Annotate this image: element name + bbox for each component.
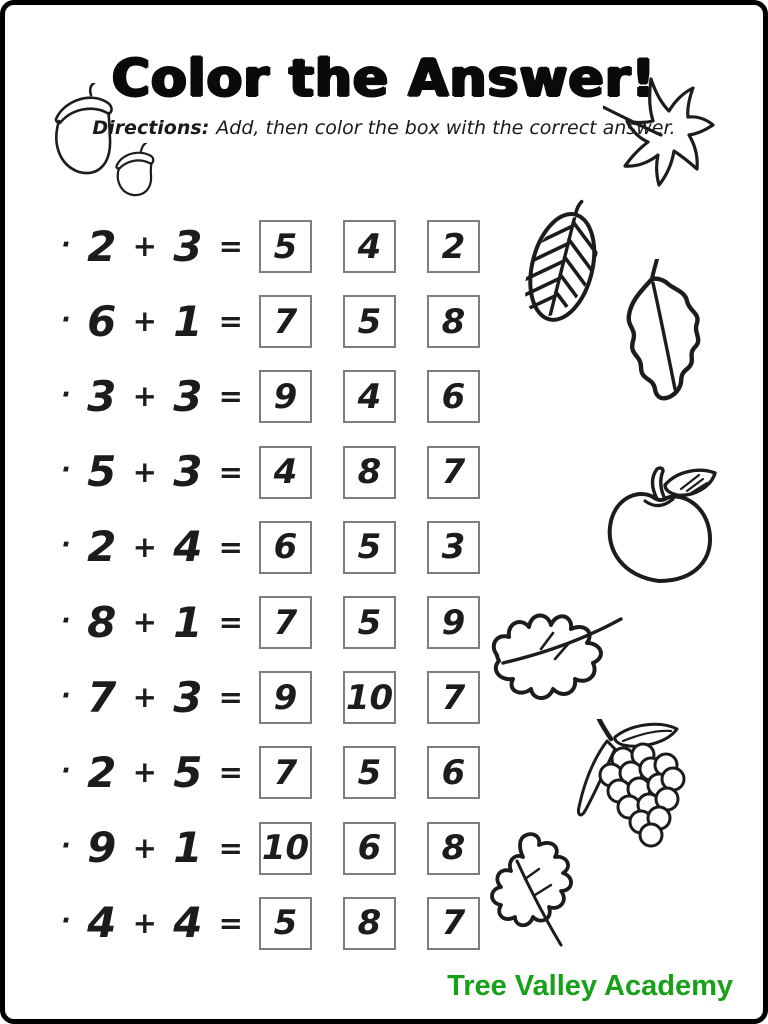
bullet-marker: · <box>61 379 71 410</box>
answer-value: 5 <box>357 602 382 643</box>
answer-box[interactable] <box>427 822 480 875</box>
problems-list <box>61 209 491 961</box>
answer-value: 7 <box>441 903 466 944</box>
answer-box[interactable] <box>427 746 480 799</box>
addend-1: 8 <box>87 597 117 647</box>
addend-1: 4 <box>87 898 117 948</box>
footer-brand: Tree Valley Academy <box>447 970 733 1002</box>
problem-row <box>61 886 491 961</box>
answer-choices <box>259 446 480 499</box>
answer-box[interactable] <box>259 295 312 348</box>
bullet-marker: · <box>61 229 71 260</box>
answer-value: 8 <box>357 452 382 493</box>
plus-sign: + <box>132 755 157 790</box>
equals-sign: = <box>218 905 243 940</box>
answer-box[interactable] <box>259 446 312 499</box>
oak-leaf-upright-icon <box>483 831 579 951</box>
apple-icon <box>601 465 723 597</box>
problem-row <box>61 284 491 359</box>
addend-2: 3 <box>173 672 203 722</box>
answer-value: 5 <box>357 752 382 793</box>
answer-value: 4 <box>357 226 382 267</box>
answer-box[interactable] <box>259 370 312 423</box>
answer-choices <box>259 521 480 574</box>
answer-value: 5 <box>357 527 382 568</box>
oak-leaf-horizontal-icon <box>489 597 625 703</box>
answer-box[interactable] <box>259 596 312 649</box>
answer-choices <box>259 295 480 348</box>
problem-row <box>61 735 491 810</box>
answer-value: 8 <box>441 301 466 342</box>
equation <box>61 371 243 421</box>
answer-box[interactable] <box>259 746 312 799</box>
blackberry-icon <box>563 719 697 865</box>
problem-row <box>61 435 491 510</box>
answer-box[interactable] <box>259 220 312 273</box>
answer-value: 3 <box>441 527 466 568</box>
plus-sign: + <box>132 605 157 640</box>
addend-1: 9 <box>87 823 117 873</box>
answer-value: 10 <box>261 828 310 869</box>
addend-1: 7 <box>87 672 117 722</box>
answer-value: 8 <box>357 903 382 944</box>
problem-row <box>61 510 491 585</box>
addend-2: 1 <box>173 597 203 647</box>
answer-box[interactable] <box>427 671 480 724</box>
answer-value: 4 <box>273 452 298 493</box>
equals-sign: = <box>218 605 243 640</box>
answer-box[interactable] <box>343 370 396 423</box>
equation <box>61 296 243 346</box>
addend-2: 3 <box>173 447 203 497</box>
page-title: Color the Answer! <box>111 49 657 109</box>
answer-value: 10 <box>345 677 394 718</box>
answer-box[interactable] <box>427 446 480 499</box>
answer-choices <box>259 220 480 273</box>
bullet-marker: · <box>61 755 71 786</box>
answer-value: 5 <box>357 301 382 342</box>
answer-box[interactable] <box>343 596 396 649</box>
equals-sign: = <box>218 304 243 339</box>
answer-value: 6 <box>357 828 382 869</box>
answer-box[interactable] <box>259 671 312 724</box>
answer-value: 6 <box>441 752 466 793</box>
equals-sign: = <box>218 680 243 715</box>
plus-sign: + <box>132 905 157 940</box>
answer-box[interactable] <box>343 671 396 724</box>
answer-choices <box>259 596 480 649</box>
answer-box[interactable] <box>343 220 396 273</box>
plus-sign: + <box>132 379 157 414</box>
answer-choices <box>259 746 480 799</box>
answer-value: 7 <box>441 452 466 493</box>
equation <box>61 447 243 497</box>
addend-1: 2 <box>87 221 117 271</box>
equation <box>61 747 243 797</box>
answer-box[interactable] <box>343 446 396 499</box>
answer-choices <box>259 370 480 423</box>
bullet-marker: · <box>61 304 71 335</box>
equals-sign: = <box>218 830 243 865</box>
plus-sign: + <box>132 830 157 865</box>
oak-leaf-wavy-icon <box>617 259 709 439</box>
answer-value: 2 <box>441 226 466 267</box>
plus-sign: + <box>132 304 157 339</box>
equals-sign: = <box>218 755 243 790</box>
problem-row <box>61 585 491 660</box>
addend-2: 1 <box>173 296 203 346</box>
equation <box>61 898 243 948</box>
addend-2: 5 <box>173 747 203 797</box>
plus-sign: + <box>132 680 157 715</box>
answer-value: 7 <box>441 677 466 718</box>
answer-box[interactable] <box>343 822 396 875</box>
addend-2: 4 <box>173 898 203 948</box>
answer-box[interactable] <box>427 220 480 273</box>
bullet-marker: · <box>61 455 71 486</box>
problem-row <box>61 811 491 886</box>
answer-value: 5 <box>273 226 298 267</box>
answer-value: 9 <box>273 376 298 417</box>
maple-leaf-icon <box>603 77 715 189</box>
acorn-large-icon <box>51 83 119 177</box>
addend-1: 6 <box>87 296 117 346</box>
answer-box[interactable] <box>343 746 396 799</box>
equation <box>61 672 243 722</box>
problem-row <box>61 660 491 735</box>
equals-sign: = <box>218 379 243 414</box>
answer-box[interactable] <box>427 596 480 649</box>
answer-choices <box>259 822 480 875</box>
plus-sign: + <box>132 454 157 489</box>
answer-value: 7 <box>273 301 298 342</box>
addend-2: 3 <box>173 221 203 271</box>
equals-sign: = <box>218 454 243 489</box>
problem-row <box>61 209 491 284</box>
answer-box[interactable] <box>343 295 396 348</box>
addend-2: 4 <box>173 522 203 572</box>
answer-value: 5 <box>273 903 298 944</box>
addend-2: 1 <box>173 823 203 873</box>
bullet-marker: · <box>61 680 71 711</box>
addend-1: 5 <box>87 447 117 497</box>
equation <box>61 522 243 572</box>
equals-sign: = <box>218 529 243 564</box>
directions-label: Directions: <box>92 117 210 139</box>
equation <box>61 597 243 647</box>
problem-row <box>61 359 491 434</box>
answer-box[interactable] <box>259 897 312 950</box>
answer-value: 7 <box>273 752 298 793</box>
equals-sign: = <box>218 229 243 264</box>
directions-text: Add, then color the box with the correct answer. <box>216 117 676 139</box>
bullet-marker: · <box>61 530 71 561</box>
answer-box[interactable] <box>427 370 480 423</box>
answer-value: 9 <box>273 677 298 718</box>
plus-sign: + <box>132 529 157 564</box>
addend-1: 3 <box>87 371 117 421</box>
answer-box[interactable] <box>259 822 312 875</box>
acorn-small-icon <box>113 143 159 199</box>
answer-box[interactable] <box>427 521 480 574</box>
striped-leaf-icon <box>517 199 609 329</box>
addend-1: 2 <box>87 747 117 797</box>
answer-box[interactable] <box>427 295 480 348</box>
answer-box[interactable] <box>427 897 480 950</box>
addend-2: 3 <box>173 371 203 421</box>
answer-box[interactable] <box>343 521 396 574</box>
answer-value: 4 <box>357 376 382 417</box>
answer-value: 7 <box>273 602 298 643</box>
answer-value: 8 <box>441 828 466 869</box>
answer-value: 9 <box>441 602 466 643</box>
answer-box[interactable] <box>259 521 312 574</box>
answer-value: 6 <box>273 527 298 568</box>
bullet-marker: · <box>61 906 71 937</box>
bullet-marker: · <box>61 605 71 636</box>
equation <box>61 823 243 873</box>
answer-value: 6 <box>441 376 466 417</box>
plus-sign: + <box>132 229 157 264</box>
answer-choices <box>259 671 480 724</box>
bullet-marker: · <box>61 831 71 862</box>
addend-1: 2 <box>87 522 117 572</box>
equation <box>61 221 243 271</box>
answer-choices <box>259 897 480 950</box>
answer-box[interactable] <box>343 897 396 950</box>
